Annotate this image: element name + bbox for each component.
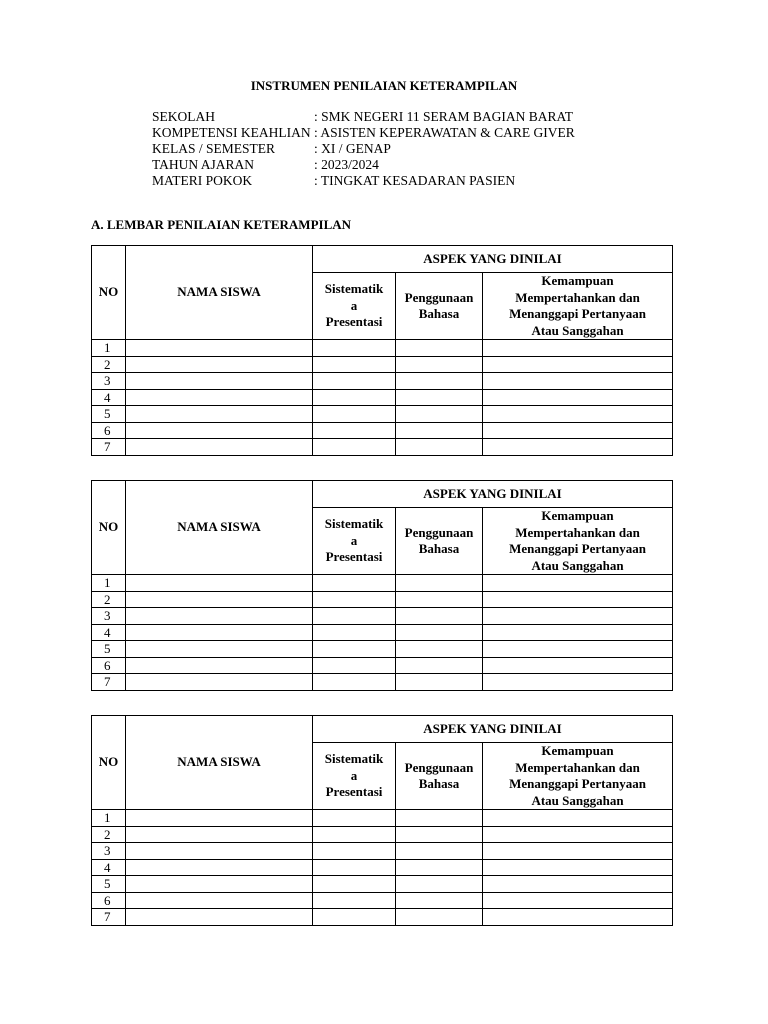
score-cell-language[interactable] <box>396 641 483 658</box>
row-number: 1 <box>92 340 126 357</box>
row-number: 6 <box>92 657 126 674</box>
score-cell-presentation[interactable] <box>313 406 396 423</box>
student-name-cell[interactable] <box>126 439 313 456</box>
info-row-year <box>152 157 575 173</box>
score-cell-language[interactable] <box>396 406 483 423</box>
table-row <box>92 876 673 893</box>
row-number: 1 <box>92 575 126 592</box>
score-cell-language[interactable] <box>396 591 483 608</box>
row-number: 1 <box>92 810 126 827</box>
column-header-student-name: NAMA SISWA <box>126 246 313 340</box>
student-name-cell[interactable] <box>126 909 313 926</box>
score-cell-defense[interactable] <box>483 624 673 641</box>
score-cell-language[interactable] <box>396 624 483 641</box>
column-header-student-name: NAMA SISWA <box>126 716 313 810</box>
table-row <box>92 356 673 373</box>
info-label: TAHUN AJARAN <box>152 157 255 172</box>
assessment-table-3 <box>91 715 673 926</box>
info-row-competency <box>152 125 575 141</box>
info-row-class <box>152 141 575 157</box>
score-cell-defense[interactable] <box>483 876 673 893</box>
table-row <box>92 810 673 827</box>
score-cell-presentation[interactable] <box>313 641 396 658</box>
score-cell-language[interactable] <box>396 373 483 390</box>
score-cell-presentation[interactable] <box>313 373 396 390</box>
table-row <box>92 608 673 625</box>
info-value: : ASISTEN KEPERAWATAN & CARE GIVER <box>314 125 575 140</box>
student-name-cell[interactable] <box>126 591 313 608</box>
table-row <box>92 340 673 357</box>
score-cell-defense[interactable] <box>483 439 673 456</box>
row-number: 3 <box>92 608 126 625</box>
student-name-cell[interactable] <box>126 422 313 439</box>
assessment-table-2 <box>91 480 673 691</box>
table-row <box>92 439 673 456</box>
score-cell-language[interactable] <box>396 439 483 456</box>
score-cell-defense[interactable] <box>483 674 673 691</box>
score-cell-defense[interactable] <box>483 859 673 876</box>
score-cell-language[interactable] <box>396 608 483 625</box>
score-cell-language[interactable] <box>396 909 483 926</box>
student-name-cell[interactable] <box>126 674 313 691</box>
info-label: SEKOLAH <box>152 109 215 124</box>
aspect-defense-ability: Kemampuan Mempertahankan dan Menanggapi Pertanyaan Atau Sanggahan <box>483 508 673 575</box>
score-cell-presentation[interactable] <box>313 826 396 843</box>
column-header-student-name: NAMA SISWA <box>126 481 313 575</box>
score-cell-language[interactable] <box>396 575 483 592</box>
student-name-cell[interactable] <box>126 608 313 625</box>
score-cell-language[interactable] <box>396 422 483 439</box>
section-heading: A. LEMBAR PENILAIAN KETERAMPILAN <box>91 217 352 232</box>
row-number: 5 <box>92 406 126 423</box>
score-cell-presentation[interactable] <box>313 389 396 406</box>
table-row <box>92 892 673 909</box>
info-row-topic <box>152 173 575 189</box>
score-cell-presentation[interactable] <box>313 859 396 876</box>
score-cell-defense[interactable] <box>483 591 673 608</box>
table-row <box>92 657 673 674</box>
student-name-cell[interactable] <box>126 810 313 827</box>
score-cell-defense[interactable] <box>483 608 673 625</box>
student-name-cell[interactable] <box>126 641 313 658</box>
student-name-cell[interactable] <box>126 843 313 860</box>
student-name-cell[interactable] <box>126 356 313 373</box>
student-name-cell[interactable] <box>126 406 313 423</box>
score-cell-defense[interactable] <box>483 389 673 406</box>
student-name-cell[interactable] <box>126 876 313 893</box>
score-cell-presentation[interactable] <box>313 591 396 608</box>
table-row <box>92 422 673 439</box>
column-header-assessed-aspects: ASPEK YANG DINILAI <box>313 716 673 743</box>
score-cell-presentation[interactable] <box>313 356 396 373</box>
score-cell-defense[interactable] <box>483 892 673 909</box>
row-number: 7 <box>92 439 126 456</box>
score-cell-language[interactable] <box>396 859 483 876</box>
student-name-cell[interactable] <box>126 892 313 909</box>
aspect-presentation-systematics: Sistematik a Presentasi <box>313 273 396 340</box>
info-value: : XI / GENAP <box>314 141 391 156</box>
document-title: INSTRUMEN PENILAIAN KETERAMPILAN <box>250 78 518 93</box>
info-value: : TINGKAT KESADARAN PASIEN <box>314 173 516 188</box>
score-cell-defense[interactable] <box>483 422 673 439</box>
column-header-assessed-aspects: ASPEK YANG DINILAI <box>313 481 673 508</box>
score-cell-language[interactable] <box>396 674 483 691</box>
table-row <box>92 674 673 691</box>
row-number: 2 <box>92 826 126 843</box>
score-cell-presentation[interactable] <box>313 340 396 357</box>
row-number: 5 <box>92 641 126 658</box>
column-header-no: NO <box>92 481 126 575</box>
score-cell-presentation[interactable] <box>313 843 396 860</box>
aspect-language-use: Penggunaan Bahasa <box>396 743 483 810</box>
row-number: 7 <box>92 909 126 926</box>
row-number: 6 <box>92 892 126 909</box>
score-cell-language[interactable] <box>396 657 483 674</box>
score-cell-language[interactable] <box>396 810 483 827</box>
student-name-cell[interactable] <box>126 340 313 357</box>
score-cell-language[interactable] <box>396 340 483 357</box>
school-info <box>152 109 575 189</box>
table-row <box>92 591 673 608</box>
student-name-cell[interactable] <box>126 826 313 843</box>
aspect-presentation-systematics: Sistematik a Presentasi <box>313 743 396 810</box>
table-row <box>92 909 673 926</box>
student-name-cell[interactable] <box>126 373 313 390</box>
column-header-no: NO <box>92 246 126 340</box>
score-cell-language[interactable] <box>396 876 483 893</box>
table-row <box>92 575 673 592</box>
aspect-language-use: Penggunaan Bahasa <box>396 273 483 340</box>
score-cell-presentation[interactable] <box>313 810 396 827</box>
aspect-defense-ability: Kemampuan Mempertahankan dan Menanggapi Pertanyaan Atau Sanggahan <box>483 743 673 810</box>
score-cell-presentation[interactable] <box>313 657 396 674</box>
info-label: MATERI POKOK <box>152 173 253 188</box>
student-name-cell[interactable] <box>126 389 313 406</box>
table-row <box>92 826 673 843</box>
student-name-cell[interactable] <box>126 657 313 674</box>
column-header-no: NO <box>92 716 126 810</box>
score-cell-language[interactable] <box>396 356 483 373</box>
table-row <box>92 389 673 406</box>
score-cell-presentation[interactable] <box>313 876 396 893</box>
score-cell-language[interactable] <box>396 389 483 406</box>
score-cell-defense[interactable] <box>483 843 673 860</box>
table-row <box>92 641 673 658</box>
table-row <box>92 624 673 641</box>
student-name-cell[interactable] <box>126 575 313 592</box>
aspect-language-use: Penggunaan Bahasa <box>396 508 483 575</box>
row-number: 6 <box>92 422 126 439</box>
score-cell-defense[interactable] <box>483 641 673 658</box>
row-number: 2 <box>92 591 126 608</box>
student-name-cell[interactable] <box>126 859 313 876</box>
row-number: 4 <box>92 624 126 641</box>
score-cell-defense[interactable] <box>483 340 673 357</box>
row-number: 3 <box>92 373 126 390</box>
score-cell-defense[interactable] <box>483 657 673 674</box>
score-cell-defense[interactable] <box>483 356 673 373</box>
score-cell-defense[interactable] <box>483 826 673 843</box>
aspect-defense-ability: Kemampuan Mempertahankan dan Menanggapi Pertanyaan Atau Sanggahan <box>483 273 673 340</box>
row-number: 4 <box>92 859 126 876</box>
info-label: KOMPETENSI KEAHLIAN <box>152 125 311 140</box>
score-cell-language[interactable] <box>396 892 483 909</box>
row-number: 7 <box>92 674 126 691</box>
score-cell-defense[interactable] <box>483 909 673 926</box>
score-cell-presentation[interactable] <box>313 674 396 691</box>
info-value: : 2023/2024 <box>314 157 379 172</box>
assessment-table-1 <box>91 245 673 456</box>
row-number: 3 <box>92 843 126 860</box>
row-number: 2 <box>92 356 126 373</box>
score-cell-presentation[interactable] <box>313 624 396 641</box>
row-number: 4 <box>92 389 126 406</box>
score-cell-presentation[interactable] <box>313 439 396 456</box>
score-cell-language[interactable] <box>396 826 483 843</box>
info-row-school <box>152 109 575 125</box>
table-row <box>92 843 673 860</box>
score-cell-presentation[interactable] <box>313 422 396 439</box>
table-row <box>92 373 673 390</box>
row-number: 5 <box>92 876 126 893</box>
score-cell-presentation[interactable] <box>313 909 396 926</box>
score-cell-defense[interactable] <box>483 810 673 827</box>
score-cell-presentation[interactable] <box>313 575 396 592</box>
score-cell-presentation[interactable] <box>313 892 396 909</box>
score-cell-defense[interactable] <box>483 575 673 592</box>
score-cell-defense[interactable] <box>483 373 673 390</box>
student-name-cell[interactable] <box>126 624 313 641</box>
info-label: KELAS / SEMESTER <box>152 141 276 156</box>
table-row <box>92 859 673 876</box>
info-value: : SMK NEGERI 11 SERAM BAGIAN BARAT <box>314 109 574 124</box>
score-cell-language[interactable] <box>396 843 483 860</box>
score-cell-presentation[interactable] <box>313 608 396 625</box>
table-row <box>92 406 673 423</box>
column-header-assessed-aspects: ASPEK YANG DINILAI <box>313 246 673 273</box>
aspect-presentation-systematics: Sistematik a Presentasi <box>313 508 396 575</box>
score-cell-defense[interactable] <box>483 406 673 423</box>
